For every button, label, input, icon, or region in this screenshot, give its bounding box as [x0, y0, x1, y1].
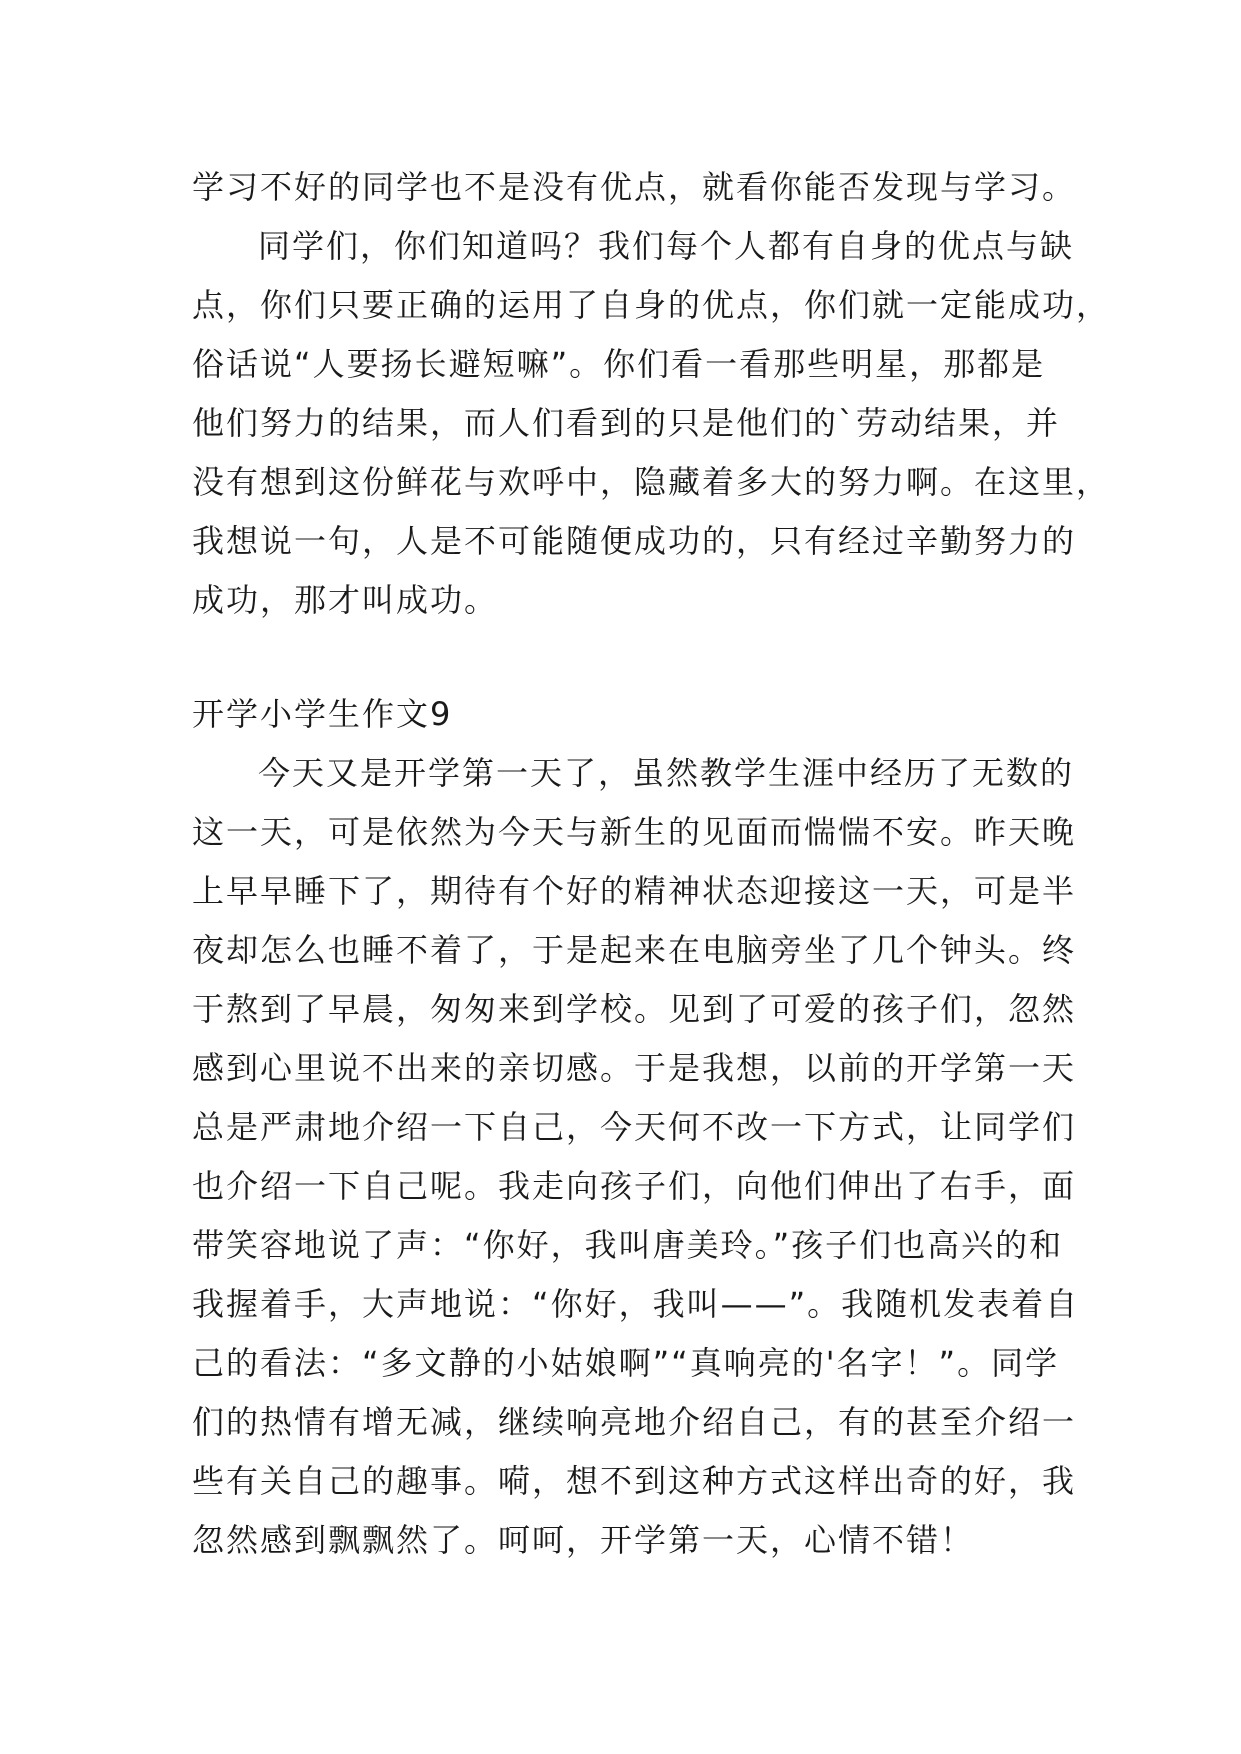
passage-line: 于熬到了早晨，匆匆来到学校。见到了可爱的孩子们，忽然 [192, 990, 1077, 1028]
passage-line: 感到心里说不出来的亲切感。于是我想，以前的开学第一天 [192, 1049, 1077, 1087]
passage-line: 学习不好的同学也不是没有优点，就看你能否发现与学习。 [192, 168, 1077, 206]
passage-line: 些有关自己的趣事。嗬，想不到这种方式这样出奇的好，我 [192, 1462, 1077, 1500]
paragraph-start-line: 同学们，你们知道吗？我们每个人都有自身的优点与缺 [258, 227, 1075, 265]
essay-title-text: 开学小学生作文9 [192, 695, 453, 733]
essay-title [192, 685, 1072, 744]
passage-line: 我想说一句，人是不可能随便成功的，只有经过辛勤努力的 [192, 522, 1077, 560]
paragraph-start-line: 今天又是开学第一天了，虽然教学生涯中经历了无数的 [258, 754, 1075, 792]
passage-line: 成功，那才叫成功。 [192, 581, 499, 619]
passage-line: 总是严肃地介绍一下自己，今天何不改一下方式，让同学们 [192, 1108, 1077, 1146]
passage-line: 己的看法：“多文静的小姑娘啊”“真响亮的'名字！”。同学 [192, 1344, 1060, 1382]
passage-1 [192, 158, 1111, 630]
passage-line: 也介绍一下自己呢。我走向孩子们，向他们伸出了右手，面 [192, 1167, 1077, 1205]
passage-line: 没有想到这份鲜花与欢呼中，隐藏着多大的努力啊。在这里， [192, 463, 1111, 501]
passage-line: 忽然感到飘飘然了。呵呵，开学第一天，心情不错！ [192, 1521, 975, 1559]
passage-line: 带笑容地说了声：“你好，我叫唐美玲。”孩子们也高兴的和 [192, 1226, 1064, 1264]
passage-2 [192, 744, 1080, 1570]
passage-line: 俗话说“人要扬长避短嘛”。你们看一看那些明星，那都是 [192, 345, 1046, 383]
passage-line: 点，你们只要正确的运用了自身的优点，你们就一定能成功， [192, 286, 1111, 324]
passage-line: 我握着手，大声地说：“你好，我叫——”。我随机发表着自 [192, 1285, 1080, 1323]
passage-line: 他们努力的结果，而人们看到的只是他们的`劳动结果，并 [192, 404, 1061, 442]
passage-line: 这一天，可是依然为今天与新生的见面而惴惴不安。昨天晚 [192, 813, 1077, 851]
passage-line: 们的热情有增无减，继续响亮地介绍自己，有的甚至介绍一 [192, 1403, 1077, 1441]
passage-line: 上早早睡下了，期待有个好的精神状态迎接这一天，可是半 [192, 872, 1077, 910]
passage-line: 夜却怎么也睡不着了，于是起来在电脑旁坐了几个钟头。终 [192, 931, 1077, 969]
